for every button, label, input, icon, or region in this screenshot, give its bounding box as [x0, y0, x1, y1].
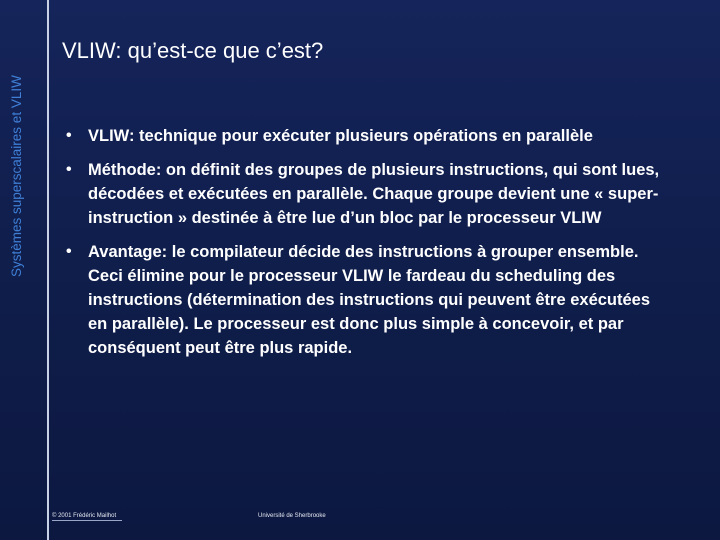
sidebar-divider [47, 0, 49, 540]
footer-divider [52, 520, 122, 521]
footer-copyright: © 2001 Frédéric Mailhot [52, 513, 117, 519]
bullet-item-advantage [62, 240, 662, 360]
bullet-text: VLIW: technique pour exécuter plusieurs opérations en parallèle [88, 127, 593, 145]
slide-title: VLIW: qu’est-ce que c’est? [62, 38, 324, 63]
bullet-item-definition [62, 124, 662, 148]
bullet-icon: • [66, 243, 72, 260]
vertical-course-title: Systèmes superscalaires et VLIW [9, 75, 24, 277]
bullet-text: Méthode: on définit des groupes de plusieurs instructions, qui sont lues, décodées et exécutées en parallèle. Chaque groupe devient une « super-instruction » destinée à être lue d’un bloc par le processeur VLIW [88, 161, 660, 227]
bullet-icon: • [66, 161, 72, 178]
bullet-item-method [62, 158, 662, 230]
bullet-list [62, 124, 662, 370]
footer-institution: Université de Sherbrooke [258, 513, 326, 519]
bullet-icon: • [66, 127, 72, 144]
bullet-text: Avantage: le compilateur décide des instructions à grouper ensemble. Ceci élimine pour le processeur VLIW le fardeau du scheduling des instructions (détermination des instructions qui peuvent être exécutées en parallèle). Le processeur est donc plus simple à concevoir, et par conséquent peut être plus rapide. [88, 243, 651, 357]
